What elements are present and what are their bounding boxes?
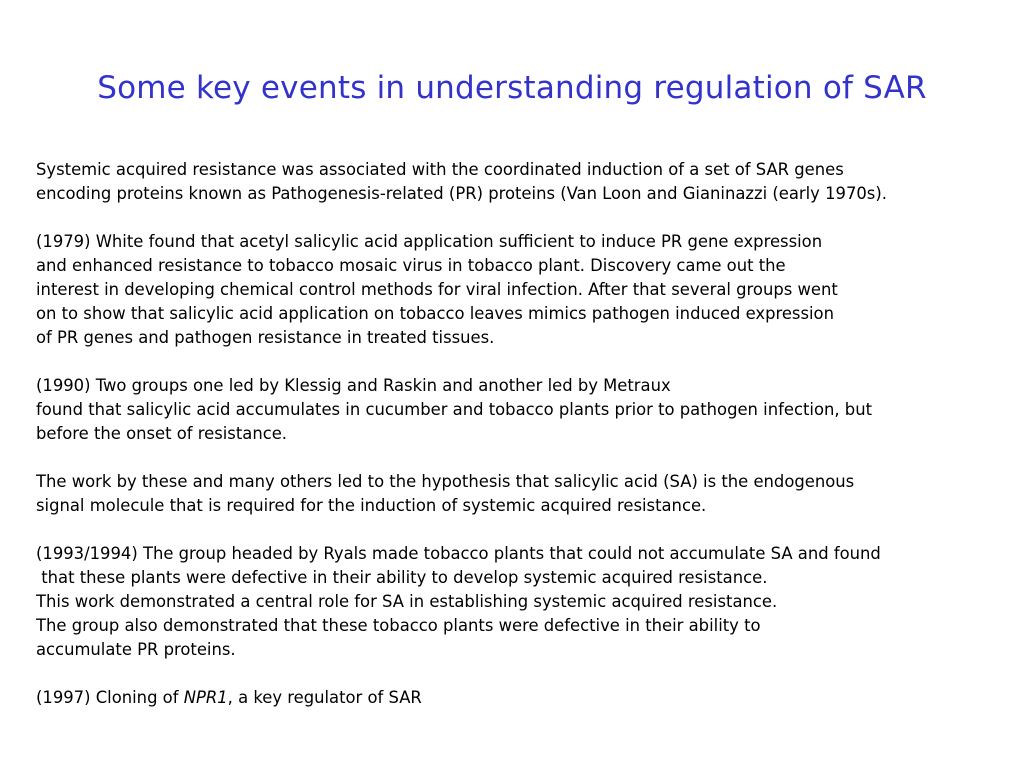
- text-line: signal molecule that is required for the induction of systemic acquired resistance.: [36, 496, 707, 515]
- text-line: of PR genes and pathogen resistance in treated tissues.: [36, 328, 495, 347]
- paragraph-1990: [36, 374, 1006, 446]
- text-line: (1990) Two groups one led by Klessig and Raskin and another led by Metraux: [36, 376, 671, 395]
- paragraph-1993-1994: [36, 542, 1006, 662]
- text-line: (1993/1994) The group headed by Ryals made tobacco plants that could not accumulate SA and found: [36, 544, 881, 563]
- slide-title: Some key events in understanding regulation of SAR: [97, 70, 927, 106]
- text-line: This work demonstrated a central role for SA in establishing systemic acquired resistance.: [36, 592, 778, 611]
- gene-name-npr1: NPR1: [183, 688, 228, 707]
- text-line: that these plants were defective in their ability to develop systemic acquired resistance.: [36, 568, 768, 587]
- text-line: (1979) White found that acetyl salicylic acid application sufficient to induce PR gene expression: [36, 232, 823, 251]
- text-line-npr1: [36, 686, 1006, 710]
- text-line: on to show that salicylic acid application on tobacco leaves mimics pathogen induced expression: [36, 304, 834, 323]
- paragraph-1979: [36, 230, 1006, 350]
- paragraph-pr-proteins: [36, 158, 1006, 206]
- text-line: Systemic acquired resistance was associated with the coordinated induction of a set of SAR genes: [36, 160, 844, 179]
- text-suffix: , a key regulator of SAR: [227, 688, 422, 707]
- text-line: The work by these and many others led to the hypothesis that salicylic acid (SA) is the endogenous: [36, 472, 855, 491]
- text-line: interest in developing chemical control methods for viral infection. After that several groups went: [36, 280, 838, 299]
- text-line: found that salicylic acid accumulates in cucumber and tobacco plants prior to pathogen infection, but: [36, 400, 873, 419]
- paragraph-hypothesis: [36, 470, 1006, 518]
- text-line: encoding proteins known as Pathogenesis-related (PR) proteins (Van Loon and Gianinazzi (early 1970s).: [36, 184, 887, 203]
- slide-body: [36, 158, 1006, 734]
- text-line: and enhanced resistance to tobacco mosaic virus in tobacco plant. Discovery came out the: [36, 256, 786, 275]
- text-prefix: (1997) Cloning of: [36, 688, 184, 707]
- paragraph-1997: [36, 686, 1006, 710]
- text-line: accumulate PR proteins.: [36, 640, 236, 659]
- text-line: before the onset of resistance.: [36, 424, 288, 443]
- text-line: The group also demonstrated that these tobacco plants were defective in their ability to: [36, 616, 761, 635]
